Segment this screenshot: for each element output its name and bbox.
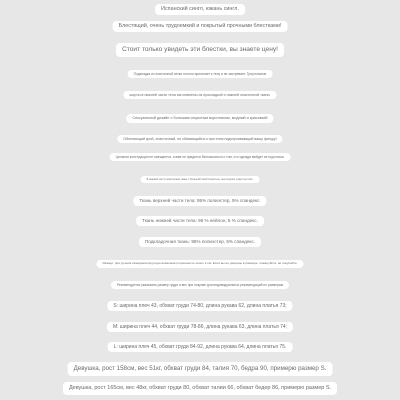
- text-line-5: шорты в нижней части тела изготовлены из прокладкой и нижней эластичной ткани.: [124, 91, 277, 99]
- text-line-13: Размер: при ручном измерении вручную возможна погрешность около 2 см. Если вы не уверены в размере, пожалуйста, не покупайте.: [96, 260, 303, 268]
- text-line-3: Стоит только увидеть эти блестки, вы знаете цену!: [116, 43, 284, 57]
- text-line-6: Сексуальный дизайн с большим открытым воротником, модный и красивый!: [126, 114, 273, 123]
- text-line-9: В нижней части эластичная ткань с большой эластичностью, она хорошо сидит на теле.: [141, 176, 260, 183]
- size-m-line: M: ширина плеч 44, обхват груди 78-86, длина рукава 63, длина платья 74;: [107, 322, 293, 332]
- text-line-7: Облегающий крой, эластичный, не сбиваящийся и при этом подчеркивающий вашу фигуру!: [117, 135, 282, 143]
- text-line-4: Подкладка из эластичной сетки плотно прилегает к телу и не застревает. Треугольные: [128, 70, 273, 78]
- text-line-10: Ткань верхней части тела: 95% полиэстер, 5% спандекс.: [133, 196, 266, 206]
- text-line-8: Цельная конструкция не смещается, и вам не придется беспокоиться о том, что одежда выйдет из под пояса.: [110, 153, 291, 161]
- text-line-1: Испанский сингл, южань сингл.: [155, 4, 245, 15]
- text-line-11: Ткань нижней части тела: 95 % нейлон, 5 % спандекс.: [136, 216, 264, 226]
- size-l-line: L: ширина плеч 45, обхват груди 84-92, длина рукава 64, длина платья 75.: [108, 342, 293, 352]
- model-1-line: Девушка, рост 158см, вес 51кг, обхват груди 84, талия 70, бедра 90, примерю размер S.: [68, 362, 333, 376]
- size-s-line: S: ширина плеч 43, обхват груди 74-80, длина рукава 62, длина платья 73;: [107, 301, 292, 311]
- text-line-2: Блестящий, очень трудоемкий и покрытый прочными блестками!: [113, 21, 288, 32]
- text-line-12: Подкладочная ткань: 95% полиэстер, 5% спандекс.: [139, 237, 261, 247]
- text-line-14: Рекомендуется указывать размер груди и вес при покупке для индивидуальных рекомендаций по размерам: [111, 281, 289, 289]
- model-2-line: Девушка, рост 165см, вес 48кг, обхват груди 80, обхват талии 66, обхват бедер 86, примерю размер S.: [63, 382, 337, 395]
